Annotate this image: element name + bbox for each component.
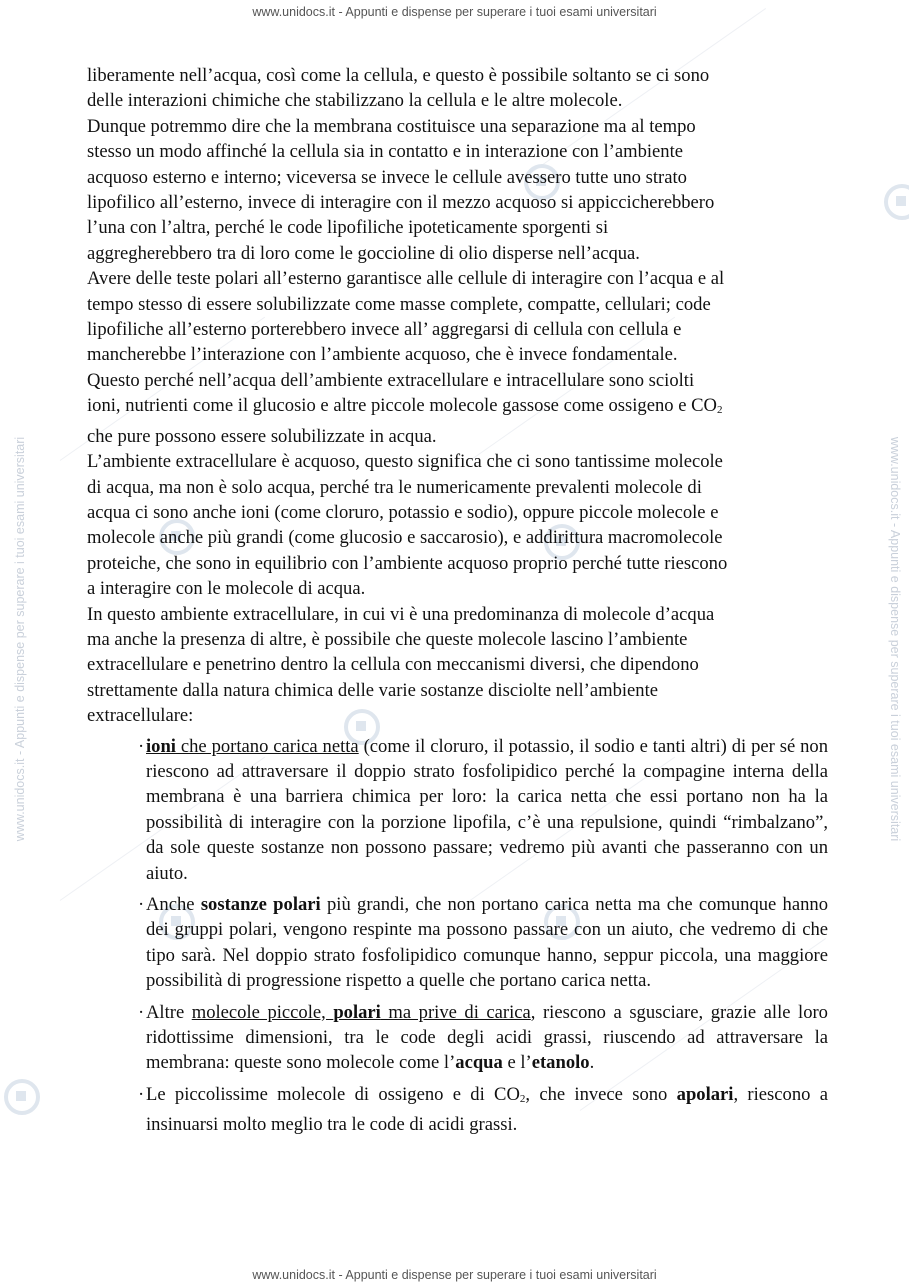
bullet-marker: · [138, 1083, 145, 1105]
text-line: strettamente dalla natura chimica delle varie sostanze disciolte nell’ambiente [87, 679, 658, 701]
bullet-text-pre: Anche [146, 894, 201, 915]
text-line: stesso un modo affinché la cellula sia in contatto e in interazione con l’ambiente [87, 141, 684, 163]
text-line: acqua ci sono anche ioni (come cloruro, potassio e sodio), oppure piccole molecole e [87, 501, 719, 523]
term-prive-di-carica: ma prive di carica [380, 1001, 531, 1023]
bullet-marker: · [138, 735, 145, 757]
text-line: l’una con l’altra, perché le code lipofiliche ipoteticamente sporgenti si [87, 217, 609, 239]
term-carica-netta: che portano carica netta [175, 735, 359, 757]
term-apolari: apolari [676, 1083, 734, 1105]
bullet-item-apolari [87, 1082, 828, 1138]
co2-subscript: 2 [519, 1092, 526, 1105]
footer-watermark: www.unidocs.it - Appunti e dispense per superare i tuoi esami universitari [252, 1268, 657, 1282]
text-line: Dunque potremmo dire che la membrana costituisce una separazione ma al tempo [87, 115, 696, 137]
term-acqua: acqua [455, 1052, 503, 1074]
bullet-marker: · [138, 1001, 145, 1023]
side-watermark-left: www.unidocs.it - Appunti e dispense per superare i tuoi esami universitari [13, 436, 27, 842]
text-line: molecole anche più grandi (come glucosio e saccarosio), e addirittura macromolecole [87, 527, 723, 549]
bullet-item-molecole-piccole [87, 1000, 828, 1076]
text-line: che pure possono essere solubilizzate in acqua. [87, 425, 437, 447]
term-sostanze-polari: sostanze polari [200, 894, 321, 915]
bullet-text: , riescono a sgusciare, grazie alle loro ridottissime dimensioni, tra le code degli acidi grassi, riuscendo ad attraversare la membrana: queste sono molecole come l’ [146, 1001, 828, 1074]
unidocs-logo-icon [880, 180, 909, 224]
bullet-text: (come il cloruro, il potassio, il sodio e tanti altri) di per sé non riescono ad attraversare il doppio strato fosfolipidico perché la compagine interna della membrana è una barriera chimica per loro: la carica netta che essi portano non ha la possibilità di interagire con la porzione lipofila, c’è una repulsione, quindi “rimbalzano”, da sole queste sostanze non possono passare; vedremo più avanti che passeranno con un aiuto. [146, 735, 829, 884]
term-molecole-piccole: molecole piccole, [191, 1001, 334, 1023]
text-line-main: ioni, nutrienti come il glucosio e altre piccole molecole gassose come ossigeno e CO [87, 395, 717, 417]
unidocs-logo-icon [0, 1075, 44, 1119]
bullet-text-mid: , che invece sono [525, 1083, 677, 1105]
text-line: aggregherebbero tra di loro come le goccioline di olio disperse nell’acqua. [87, 242, 640, 264]
bullet-text-end: . [589, 1052, 595, 1074]
bullet-text-pre: Altre [146, 1001, 192, 1023]
text-line: delle interazioni chimiche che stabilizzano la cellula e le altre molecole. [87, 90, 623, 112]
text-line: Avere delle teste polari all’esterno garantisce alle cellule di interagire con l’acqua e al [87, 268, 725, 290]
text-line: ma anche la presenza di altre, è possibile che queste molecole lascino l’ambiente [87, 628, 688, 650]
bullet-text: più grandi, che non portano carica netta ma che comunque hanno dei gruppi polari, vengono respinte ma possono passare con un aiuto, che vedremo di che tipo sarà. Nel doppio strato fosfolipidico comunque hanno, seppur piccola, una maggiore possibilità di progressione rispetto a quelle che portano carica netta. [146, 894, 829, 992]
bullet-text-mid: e l’ [502, 1052, 532, 1074]
bullet-text: , riescono a insinuarsi molto meglio tra le code di acidi grassi. [146, 1083, 828, 1136]
text-line: acquoso esterno e interno; viceversa se invece le cellule avessero tutte uno strato [87, 166, 687, 188]
term-ioni: ioni [146, 735, 176, 757]
text-line: Questo perché nell’acqua dell’ambiente extracellulare e intracellulare sono sciolti [87, 369, 695, 391]
bullet-item-sostanze-polari [87, 892, 828, 994]
term-etanolo: etanolo [531, 1052, 590, 1074]
text-line: In questo ambiente extracellulare, in cui vi è una predominanza di molecole d’acqua [87, 603, 715, 625]
body-text [87, 63, 828, 729]
text-line: lipofiliche all’esterno porterebbero invece all’ aggregarsi di cellula con cellula e [87, 319, 682, 341]
co2-subscript: 2 [716, 404, 723, 417]
text-line: extracellulare e penetrino dentro la cellula con meccanismi diversi, che dipendono [87, 654, 699, 676]
text-line: a interagire con le molecole di acqua. [87, 578, 366, 600]
text-line: extracellulare: [87, 705, 194, 727]
bullet-list [87, 734, 828, 1138]
bullet-text-pre: Le piccolissime molecole di ossigeno e di CO [146, 1083, 520, 1105]
text-line: mancherebbe l’interazione con l’ambiente acquoso, che è invece fondamentale. [87, 344, 678, 366]
text-line: liberamente nell’acqua, così come la cellula, e questo è possibile soltanto se ci sono [87, 65, 710, 86]
document-body [87, 63, 828, 1144]
text-line: di acqua, ma non è solo acqua, perché tra le numericamente prevalenti molecole di [87, 476, 702, 498]
text-line: lipofilico all’esterno, invece di interagire con il mezzo acquoso si appiccicherebbero [87, 192, 715, 214]
text-line: tempo stesso di essere solubilizzate come masse complete, compatte, cellulari; code [87, 293, 711, 315]
text-line: proteiche, che sono in equilibrio con l’ambiente acquoso proprio perché tutte riescono [87, 552, 728, 574]
term-polari: polari [333, 1001, 381, 1023]
side-watermark-right: www.unidocs.it - Appunti e dispense per superare i tuoi esami universitari [888, 436, 902, 842]
bullet-item-ioni [87, 734, 828, 886]
header-watermark: www.unidocs.it - Appunti e dispense per superare i tuoi esami universitari [252, 5, 657, 19]
text-line: L’ambiente extracellulare è acquoso, questo significa che ci sono tantissime molecole [87, 451, 723, 473]
text-line [87, 393, 828, 423]
bullet-marker: · [138, 894, 145, 915]
